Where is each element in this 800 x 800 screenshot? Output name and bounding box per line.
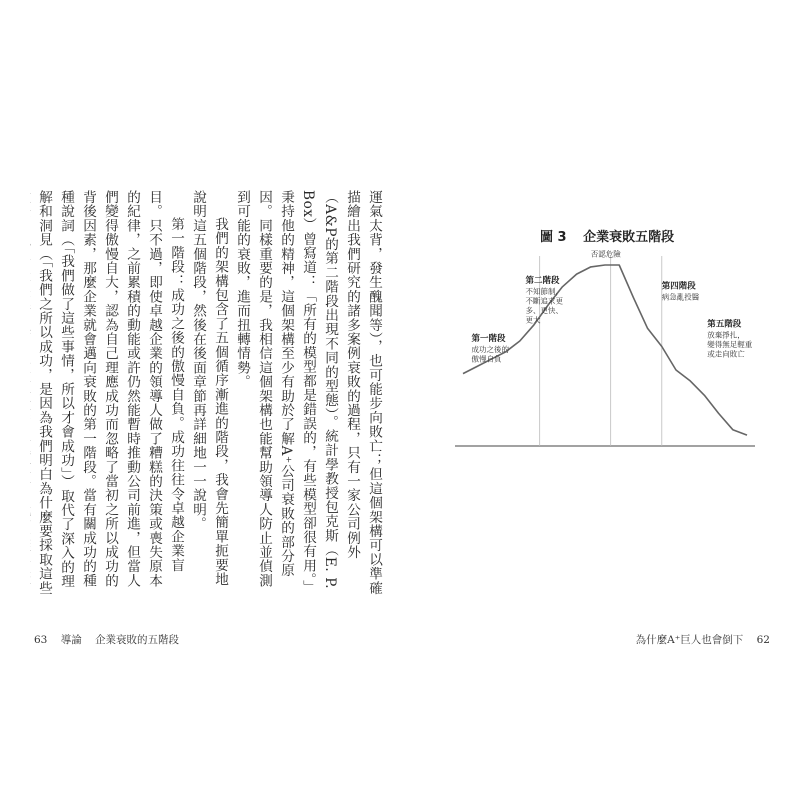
- stage-annotation: [706, 319, 752, 359]
- page-number: 63: [34, 634, 48, 646]
- body-text: [30, 190, 385, 595]
- section-label: 導論: [60, 634, 82, 646]
- stage-description: 放棄掙扎，: [707, 330, 745, 340]
- stage-description: 或走向敗亡: [707, 349, 745, 359]
- paragraph: 第一階段：成功之後的傲慢自負。成功往往令卓越企業盲目。只不過，即使卓越企業的領導人做了糟糕的決策或喪失原本的紀律，之前累積的動能或許仍然能暫時推動公司前進，但當人們變得傲慢自大，認為自己理應成功而忽略了當初之所以成功的背後因素，那麼企業就會邁向衰敗的第一階段。當有關成功的種種說詞（「我們做了這些事情，所以才會成功」）取代了深入的理解和洞見（「我們之所以成功，是因為我們明白為什麼要採取這些: [36, 190, 184, 595]
- stage-description: 變得無足輕重: [707, 340, 753, 350]
- decline-stages-chart: [455, 250, 755, 455]
- stage-annotation: [591, 250, 629, 259]
- stage-description: 傲慢自負: [471, 354, 502, 364]
- paragraph: 我們的架構包含了五個循序漸進的階段，我會先簡單扼要地說明這五個階段，然後在後面章節再詳細地一一說明。: [190, 190, 228, 587]
- stage-description: 多、更快、: [525, 306, 563, 316]
- stage-description: 成功之後的: [471, 345, 510, 355]
- book-title: 為什麼A⁺巨人也會倒下: [635, 634, 744, 646]
- figure-caption: 企業衰敗五階段: [583, 230, 675, 245]
- stage-description: 否認危險: [590, 250, 621, 259]
- stage-annotation: [525, 275, 563, 325]
- folio-right: [626, 632, 770, 647]
- folio-left: [34, 632, 189, 647]
- stage-title: 第四階段: [661, 281, 696, 292]
- stage-title: 第五階段: [707, 319, 742, 330]
- stage-annotation: [472, 333, 510, 364]
- stage-title: 第一階段: [471, 334, 506, 345]
- figure-number: 圖 3: [540, 230, 567, 245]
- stage-description: 更大: [525, 315, 541, 325]
- stage-description: 不知節制，: [525, 287, 563, 297]
- stage-description: 病急亂投醫: [661, 292, 700, 302]
- stage-title: 第二階段: [525, 276, 560, 287]
- chapter-title: 企業衰敗的五階段: [95, 634, 180, 646]
- paragraph: 運氣太背，發生醜聞等），也可能步向敗亡；但這個架構可以準確描繪出我們研究的諸多案例衰敗的過程，只有一家公司例外（A&P的第二階段出現不同的型態）。統計學教授包克斯（E. P. Box）曾寫道：「所有的模型都是錯誤的，有些模型卻很有用。」秉持他的精神，這個架構至少有助於了解A⁺公司衰敗的部分原因。同樣重要的是，我相信這個架構也能幫助領導人防止並偵測到可能的衰敗，進而扭轉情勢。: [234, 190, 382, 595]
- stage-description: 不斷追求更: [525, 296, 563, 306]
- figure-title: [540, 226, 674, 245]
- page-number: 62: [756, 634, 770, 646]
- stage-annotation: [662, 281, 700, 302]
